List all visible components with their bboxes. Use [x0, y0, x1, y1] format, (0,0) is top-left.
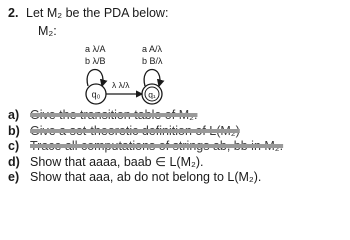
part-text: Show that aaa, ab do not belong to L(M₂).	[30, 170, 262, 184]
part-item	[8, 108, 283, 124]
part-letter: e)	[8, 170, 20, 184]
state-q1-label: q₁	[148, 89, 156, 100]
part-text: Trace all computations of strings ab, bb in M₂.	[30, 139, 284, 153]
question-title: Let M₂ be the PDA below:	[26, 6, 169, 20]
loop-q0-label-1: a λ/A	[85, 44, 106, 54]
part-text: Give a set-theoretic definition of L(M₂)	[30, 123, 240, 138]
part-letter: d)	[8, 154, 20, 169]
part-letter: a)	[8, 108, 20, 122]
loop-q0-label-2: b λ/B	[85, 56, 106, 66]
part-letter: b)	[8, 123, 20, 138]
part-letter: c)	[8, 139, 20, 153]
part-item	[8, 170, 283, 186]
loop-q1-label-1: a A/λ	[142, 44, 163, 54]
part-item	[8, 139, 283, 155]
part-item	[8, 124, 283, 140]
question-parts	[8, 108, 283, 186]
part-text: Show that aaaa, baab ∈ L(M₂).	[30, 154, 204, 169]
transition-q0-q1-label: λ λ/λ	[112, 80, 130, 90]
loop-q1-label-2: b B/λ	[142, 56, 163, 66]
state-q0-label: q₀	[91, 89, 101, 100]
part-text: Give the transition table of M₂.	[30, 108, 198, 122]
question-number: 2.	[8, 6, 19, 20]
machine-label: M₂:	[38, 24, 57, 38]
part-item	[8, 155, 283, 171]
